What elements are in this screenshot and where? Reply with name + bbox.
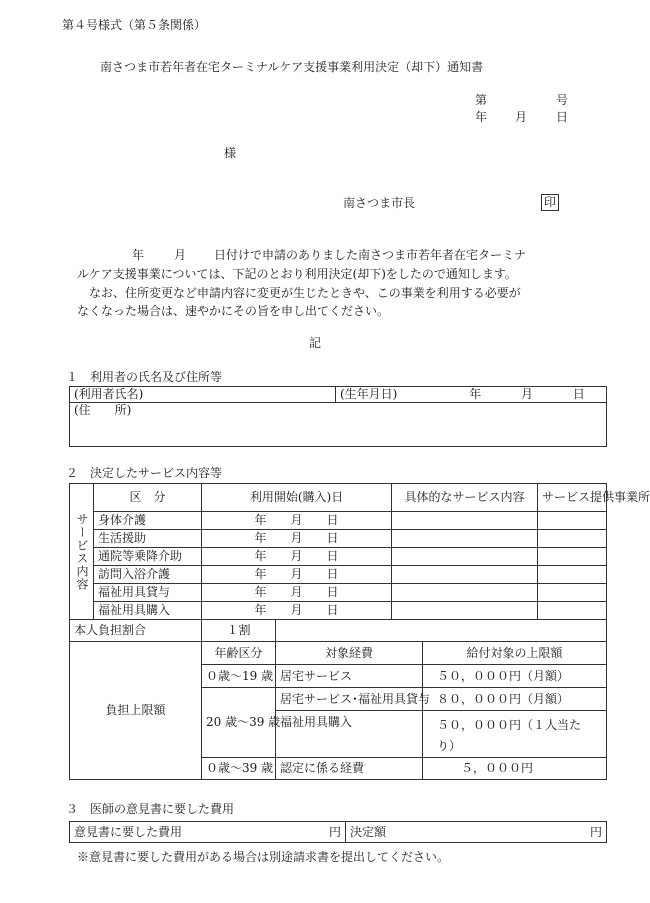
service-row-detail bbox=[392, 548, 538, 566]
date-month-label: 月 bbox=[515, 110, 528, 124]
service-table bbox=[69, 483, 650, 780]
service-row-name: 福祉用具購入 bbox=[94, 602, 202, 620]
limit-col-max: 給付対象の上限額 bbox=[423, 642, 607, 665]
body-year-label: 年 bbox=[132, 248, 145, 262]
body-line-1: 日付けで申請のありました南さつま市若年者在宅ターミナ bbox=[214, 248, 527, 262]
service-row-detail bbox=[392, 512, 538, 530]
birthdate-cell bbox=[336, 387, 607, 403]
service-row-name: 生活援助 bbox=[94, 530, 202, 548]
limit-col-cost: 対象経費 bbox=[276, 642, 423, 665]
col-kubun-header: 区 分 bbox=[94, 484, 202, 512]
user-name-cell bbox=[70, 387, 336, 403]
service-row-name: 訪問入浴介護 bbox=[94, 566, 202, 584]
section3-heading: ３ 医師の意見書に要した費用 bbox=[66, 802, 235, 816]
limit-max-cell: ５０，０００円（月額） bbox=[423, 665, 607, 688]
mayor-title: 南さつま市長 bbox=[343, 196, 416, 210]
limit-col-age: 年齢区分 bbox=[202, 642, 276, 665]
address-cell bbox=[70, 403, 607, 447]
addressee-honorific: 様 bbox=[224, 146, 237, 160]
service-row-provider bbox=[538, 548, 607, 566]
limit-age-cell: 20 歳～39 歳 bbox=[202, 688, 276, 758]
service-row-detail bbox=[392, 584, 538, 602]
birth-year-label: 年 bbox=[469, 387, 482, 401]
user-name-label: (利用者氏名) bbox=[74, 387, 144, 401]
body-month-label: 月 bbox=[174, 248, 187, 262]
decided-amount-cell bbox=[346, 822, 607, 843]
limit-label: 負担上限額 bbox=[70, 642, 202, 780]
doctor-fee-yen: 円 bbox=[328, 824, 341, 839]
decided-amount-label: 決定額 bbox=[350, 824, 387, 839]
number-label-dai: 第 bbox=[475, 93, 488, 107]
number-label-go: 号 bbox=[556, 93, 569, 107]
service-row-provider bbox=[538, 530, 607, 548]
service-row-date: 年 月 日 bbox=[202, 602, 392, 620]
service-row-detail bbox=[392, 602, 538, 620]
ki-heading: 記 bbox=[309, 336, 322, 350]
limit-age-cell: ０歳～19 歳 bbox=[202, 665, 276, 688]
limit-cost-cell: 福祉用具購入 bbox=[276, 711, 423, 758]
service-row-detail bbox=[392, 530, 538, 548]
service-side-label: サービス内容 bbox=[70, 484, 94, 620]
share-label: 本人負担割合 bbox=[70, 620, 202, 642]
date-day-label: 日 bbox=[556, 110, 569, 124]
body-line-2: ルケア支援事業については、下記のとおり利用決定(却下)をしたので通知します。 bbox=[77, 267, 517, 281]
service-row-provider bbox=[538, 512, 607, 530]
note-text: ※意見書に要した費用がある場合は別途請求書を提出してください。 bbox=[77, 850, 450, 864]
body-line-3: なお、住所変更など申請内容に変更が生じたときや、この事業を利用する必要が bbox=[89, 286, 521, 300]
doctor-fee-table bbox=[69, 821, 607, 843]
limit-cost-cell: 居宅サービス bbox=[276, 665, 423, 688]
service-row-date: 年 月 日 bbox=[202, 512, 392, 530]
share-blank bbox=[276, 620, 607, 642]
form-number: 第４号様式（第５条関係） bbox=[62, 18, 207, 32]
limit-max-cell: ５，０００円 bbox=[423, 758, 607, 780]
limit-max-cell: ８０，０００円（月額） bbox=[423, 688, 607, 711]
col-detail-header: 具体的なサービス内容 bbox=[392, 484, 538, 512]
col-start-header: 利用開始(購入)日 bbox=[202, 484, 392, 512]
section2-heading: ２ 決定したサービス内容等 bbox=[66, 466, 223, 480]
service-row-provider bbox=[538, 566, 607, 584]
service-row-provider bbox=[538, 602, 607, 620]
birth-day-label: 日 bbox=[572, 387, 585, 401]
service-row-date: 年 月 日 bbox=[202, 548, 392, 566]
document-title: 南さつま市若年者在宅ターミナルケア支援事業利用決定（却下）通知書 bbox=[100, 60, 484, 74]
seal-mark: 印 bbox=[541, 194, 559, 211]
section1-heading: １ 利用者の氏名及び住所等 bbox=[66, 370, 223, 384]
body-line-4: なくなった場合は、速やかにその旨を申し出てください。 bbox=[77, 304, 390, 318]
birthdate-label: (生年月日) bbox=[340, 387, 398, 401]
limit-age-cell: ０歳～39 歳 bbox=[202, 758, 276, 780]
limit-max-cell: ５０，０００円（１人当た り） bbox=[423, 711, 607, 758]
limit-cost-cell: 居宅サービス･福祉用具貸与 bbox=[276, 688, 423, 711]
service-row-provider bbox=[538, 584, 607, 602]
address-label: (住 所) bbox=[74, 403, 132, 417]
service-row-name: 福祉用具貸与 bbox=[94, 584, 202, 602]
doctor-fee-label: 意見書に要した費用 bbox=[74, 824, 183, 839]
share-value: １割 bbox=[202, 620, 276, 642]
service-row-date: 年 月 日 bbox=[202, 530, 392, 548]
service-row-name: 身体介護 bbox=[94, 512, 202, 530]
limit-cost-cell: 認定に係る経費 bbox=[276, 758, 423, 780]
service-row-detail bbox=[392, 566, 538, 584]
col-provider-header: サービス提供事業所 bbox=[538, 484, 607, 512]
service-row-date: 年 月 日 bbox=[202, 584, 392, 602]
birth-month-label: 月 bbox=[521, 387, 534, 401]
date-year-label: 年 bbox=[475, 110, 488, 124]
service-row-name: 通院等乗降介助 bbox=[94, 548, 202, 566]
service-row-date: 年 月 日 bbox=[202, 566, 392, 584]
user-info-table bbox=[69, 386, 607, 447]
doctor-fee-cell bbox=[70, 822, 346, 843]
decided-amount-yen: 円 bbox=[589, 824, 602, 839]
